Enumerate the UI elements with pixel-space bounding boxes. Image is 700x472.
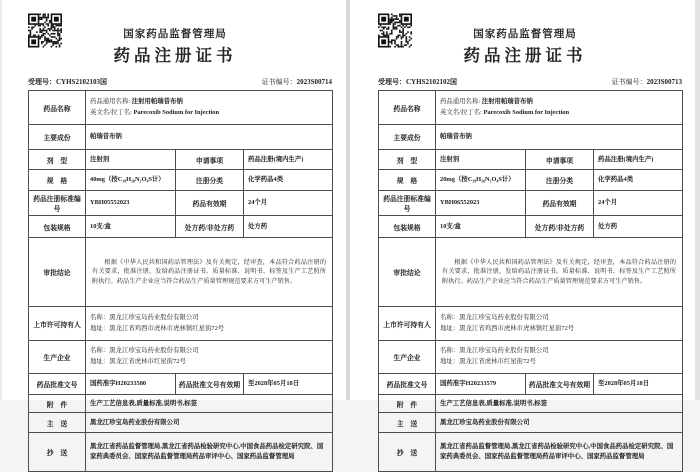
drug-name-cell [86, 91, 333, 125]
cc-recipient-label: 抄 送 [379, 433, 436, 472]
attachments-text: 生产工艺信息表,质量标准,说明书,标签 [440, 399, 548, 407]
row-ingredient [29, 125, 333, 150]
generic-name-label: 药品通用名称: [440, 97, 482, 105]
row-packaging [29, 216, 333, 238]
approval-validity-value [244, 374, 333, 395]
specification-value [86, 170, 176, 191]
specification-value [436, 170, 526, 191]
specification-label: 规 格 [29, 170, 86, 191]
certificate-number-label: 证书编号： [261, 78, 297, 86]
agency-name: 国家药品监督管理局 [123, 28, 227, 40]
registration-class-text: 化学药品4类 [248, 176, 284, 184]
main-recipient-value [436, 413, 683, 433]
mah-cell [86, 307, 333, 341]
drug-name-label: 药品名称 [29, 91, 86, 125]
approval-conclusion-label: 审批结论 [29, 238, 86, 307]
mah-name-line: 名称：黑龙江珍宝岛药业股份有限公司 [90, 313, 199, 321]
certificate-number-value: 2023S00714 [296, 78, 332, 86]
row-cc-recipient [29, 433, 333, 472]
certificate-table [378, 90, 683, 472]
rx-otc-value [594, 216, 683, 238]
cc-recipient-value [436, 433, 683, 472]
ingredient-text: 帕瑞昔布钠 [90, 133, 122, 141]
cc-recipient-text: 黑龙江省药品监督管理局,黑龙江省药品检验研究中心,中国食品药品检定研究院、国家药典委员会、国家药品监督管理局药品审评中心、国家药品监督管理局 [440, 443, 674, 460]
registration-class-label: 注册分类 [526, 170, 594, 191]
attachments-label: 附 件 [29, 395, 86, 413]
english-name-value: Parecoxib Sodium for Injection [133, 108, 220, 116]
row-main-recipient [29, 413, 333, 433]
packaging-label: 包装规格 [379, 216, 436, 238]
dosage-form-value [436, 150, 526, 170]
row-ingredient [379, 125, 683, 150]
row-approval-number [29, 374, 333, 395]
certificate-page [350, 0, 700, 460]
drug-validity-label: 药品有效期 [176, 191, 244, 216]
certificate-number-value: 2023S00713 [646, 78, 682, 86]
row-cc-recipient [379, 433, 683, 472]
packaging-label: 包装规格 [29, 216, 86, 238]
cc-recipient-label: 抄 送 [29, 433, 86, 472]
ingredient-value [86, 125, 333, 150]
generic-name-value: 注射用帕瑞昔布钠 [481, 97, 533, 105]
manufacturer-name-line: 名称：黑龙江珍宝岛药业股份有限公司 [440, 347, 549, 355]
english-name-label: 英文名/拉丁名: [90, 108, 134, 116]
agency-name: 国家药品监督管理局 [473, 28, 577, 40]
rx-otc-value [244, 216, 333, 238]
approval-number-value [436, 374, 526, 395]
approval-conclusion-cell [436, 238, 683, 307]
approval-number-text: 国药准字H20233579 [440, 380, 497, 388]
registration-class-text: 化学药品4类 [598, 176, 634, 184]
row-approval-conclusion [379, 238, 683, 307]
drug-validity-value [594, 191, 683, 216]
manufacturer-address-line: 地址：黑龙江省虎林市红星街72号 [90, 358, 186, 365]
application-item-label: 申请事项 [176, 150, 244, 170]
ingredient-label: 主要成份 [379, 125, 436, 150]
attachments-text: 生产工艺信息表,质量标准,说明书,标签 [90, 399, 198, 407]
packaging-text: 10支/盒 [90, 222, 111, 230]
row-standard-number [379, 191, 683, 216]
dosage-form-label: 剂 型 [29, 150, 86, 170]
application-item-label: 申请事项 [526, 150, 594, 170]
row-specification [379, 170, 683, 191]
certificate-table [28, 90, 333, 472]
cc-recipient-value [86, 433, 333, 472]
row-attachments [379, 395, 683, 413]
dosage-form-text: 注射剂 [440, 155, 460, 163]
acceptance-number [378, 77, 457, 87]
certificate-title: 药品注册证书 [463, 46, 587, 65]
generic-name-line [440, 97, 678, 108]
certificate-page [0, 0, 350, 460]
english-name-value: Parecoxib Sodium for Injection [483, 108, 570, 116]
approval-conclusion-text: 根据《中华人民共和国药品管理法》及有关规定，经审查，本品符合药品注册的有关要求，批准注册，发给药品注册证书。质量标准、说明书、标签及生产工艺照所附执行。药品生产企业应当符合药品生产质量管理规范要求方可生产销售。 [442, 258, 677, 285]
row-packaging [379, 216, 683, 238]
standard-number-text: YBH05552023 [90, 199, 130, 207]
drug-validity-text: 24个月 [248, 199, 268, 207]
mah-label: 上市许可持有人 [29, 307, 86, 341]
approval-conclusion-label: 审批结论 [379, 238, 436, 307]
main-recipient-text: 黑龙江珍宝岛药业股份有限公司 [440, 418, 530, 426]
dosage-form-text: 注射剂 [90, 155, 110, 163]
drug-validity-value [244, 191, 333, 216]
row-drug-name [29, 91, 333, 125]
mah-label: 上市许可持有人 [379, 307, 436, 341]
acceptance-value: CYHS2102102国 [406, 78, 457, 86]
approval-validity-label: 药品批准文号有效期 [526, 374, 594, 395]
standard-number-value [436, 191, 526, 216]
manufacturer-name-line: 名称：黑龙江珍宝岛药业股份有限公司 [90, 347, 199, 355]
mah-address-line: 地址：黑龙江省鸡西市虎林市虎林镇红星街72号 [440, 324, 575, 332]
registration-class-label: 注册分类 [176, 170, 244, 191]
row-drug-name [379, 91, 683, 125]
packaging-value [86, 216, 176, 238]
cc-recipient-text: 黑龙江省药品监督管理局,黑龙江省药品检验研究中心,中国食品药品检定研究院、国家药典委员会、国家药品监督管理局药品审评中心、国家药品监督管理局 [90, 443, 324, 460]
specification-label: 规 格 [379, 170, 436, 191]
registration-class-value [594, 170, 683, 191]
mah-name-line: 名称：黑龙江珍宝岛药业股份有限公司 [440, 313, 549, 321]
row-attachments [29, 395, 333, 413]
drug-name-cell [436, 91, 683, 125]
main-recipient-value [86, 413, 333, 433]
registration-class-value [244, 170, 333, 191]
acceptance-number [28, 77, 107, 87]
manufacturer-label: 生产企业 [29, 341, 86, 374]
approval-conclusion-text: 根据《中华人民共和国药品管理法》及有关规定，经审查，本品符合药品注册的有关要求，批准注册，发给药品注册证书。质量标准、说明书、标签及生产工艺照所附执行。药品生产企业应当符合药品生产质量管理规范要求方可生产销售。 [92, 258, 327, 285]
approval-validity-text: 至2028年05月18日 [248, 380, 300, 388]
certificate-number-label: 证书编号： [611, 78, 647, 86]
standard-number-value [86, 191, 176, 216]
english-name-line [90, 108, 328, 119]
dosage-form-value [86, 150, 176, 170]
manufacturer-cell [86, 341, 333, 374]
attachments-label: 附 件 [379, 395, 436, 413]
acceptance-label: 受理号： [28, 78, 56, 86]
approval-validity-value [594, 374, 683, 395]
row-approval-conclusion [29, 238, 333, 307]
row-specification [29, 170, 333, 191]
approval-validity-text: 至2028年05月18日 [598, 380, 650, 388]
approval-conclusion-cell [86, 238, 333, 307]
row-dosage-form [379, 150, 683, 170]
drug-validity-text: 24个月 [598, 199, 618, 207]
generic-name-line [90, 97, 328, 108]
row-manufacturer [379, 341, 683, 374]
english-name-label: 英文名/拉丁名: [440, 108, 484, 116]
manufacturer-cell [436, 341, 683, 374]
approval-number-value [86, 374, 176, 395]
rx-otc-label: 处方药/非处方药 [526, 216, 594, 238]
manufacturer-label: 生产企业 [379, 341, 436, 374]
english-name-line [440, 108, 678, 119]
acceptance-row [378, 77, 682, 87]
generic-name-label: 药品通用名称: [90, 97, 132, 105]
manufacturer-address-line: 地址：黑龙江省虎林市红星街72号 [440, 358, 536, 365]
rx-otc-label: 处方药/非处方药 [176, 216, 244, 238]
row-approval-number [379, 374, 683, 395]
mah-address-line: 地址：黑龙江省鸡西市虎林市虎林镇红星街72号 [90, 324, 225, 332]
rx-otc-text: 处方药 [248, 222, 268, 230]
ingredient-value [436, 125, 683, 150]
dosage-form-label: 剂 型 [379, 150, 436, 170]
packaging-text: 10支/盒 [440, 222, 461, 230]
row-mah [29, 307, 333, 341]
application-item-value [244, 150, 333, 170]
approval-number-text: 国药准字H20233580 [90, 380, 147, 388]
certificate-number [262, 77, 332, 87]
approval-number-label: 药品批准文号 [379, 374, 436, 395]
row-main-recipient [379, 413, 683, 433]
row-standard-number [29, 191, 333, 216]
main-recipient-label: 主 送 [379, 413, 436, 433]
packaging-value [436, 216, 526, 238]
ingredient-label: 主要成份 [29, 125, 86, 150]
acceptance-label: 受理号： [378, 78, 406, 86]
standard-number-text: YBH06552023 [440, 199, 480, 207]
certificate-title: 药品注册证书 [113, 46, 237, 65]
acceptance-value: CYHS2102103国 [56, 78, 107, 86]
approval-number-label: 药品批准文号 [29, 374, 86, 395]
specification-text: 40mg（按C₁₉H₁₈N₂O₄S计） [90, 176, 165, 184]
specification-text: 20mg（按C₁₉H₁₈N₂O₄S计） [440, 176, 515, 184]
rx-otc-text: 处方药 [598, 222, 618, 230]
row-mah [379, 307, 683, 341]
main-recipient-text: 黑龙江珍宝岛药业股份有限公司 [90, 418, 180, 426]
row-manufacturer [29, 341, 333, 374]
certificate-number [612, 77, 682, 87]
standard-number-label: 药品注册标准编号 [379, 191, 436, 216]
main-recipient-label: 主 送 [29, 413, 86, 433]
application-item-value [594, 150, 683, 170]
row-dosage-form [29, 150, 333, 170]
application-item-text: 药品注册(境内生产) [598, 155, 654, 163]
attachments-value [436, 395, 683, 413]
approval-validity-label: 药品批准文号有效期 [176, 374, 244, 395]
application-item-text: 药品注册(境内生产) [248, 155, 304, 163]
standard-number-label: 药品注册标准编号 [29, 191, 86, 216]
generic-name-value: 注射用帕瑞昔布钠 [131, 97, 183, 105]
drug-validity-label: 药品有效期 [526, 191, 594, 216]
acceptance-row [28, 77, 332, 87]
attachments-value [86, 395, 333, 413]
ingredient-text: 帕瑞昔布钠 [440, 133, 472, 141]
mah-cell [436, 307, 683, 341]
drug-name-label: 药品名称 [379, 91, 436, 125]
